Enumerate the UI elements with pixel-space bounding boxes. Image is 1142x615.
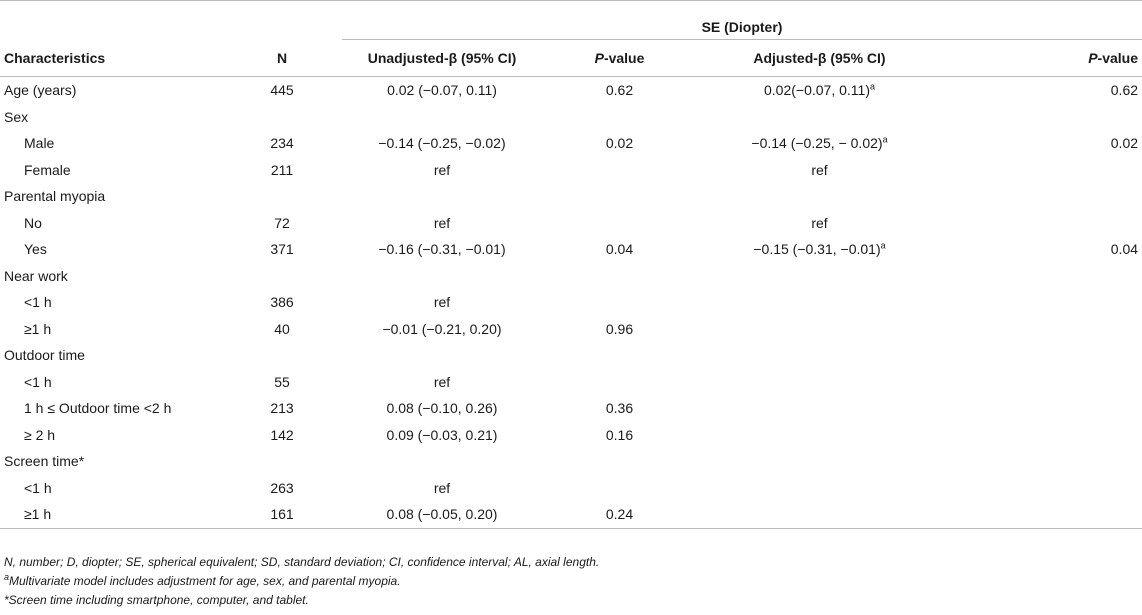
row-p-value-1: 0.62 [605,82,634,99]
row-p-value-2 [942,475,1142,502]
row-unadjusted: ref [433,294,451,311]
row-adjusted [697,342,942,369]
row-p-value-1 [542,475,697,502]
row-adjusted [697,263,942,290]
table-row [0,104,1142,131]
row-p-value-1: 0.04 [605,241,634,258]
row-n: 371 [270,241,294,258]
row-unadjusted: 0.09 (−0.03, 0.21) [386,426,498,443]
row-adjusted [697,157,942,184]
row-p-value-2 [942,210,1142,237]
row-adjusted [697,369,942,396]
row-n: 386 [270,294,294,311]
row-p-value-1: 0.16 [605,426,634,443]
row-unadjusted: ref [433,479,451,496]
row-n: 72 [274,214,290,231]
row-p-value-2 [942,395,1142,422]
row-p-value-1 [542,289,697,316]
row-adjusted [697,77,942,104]
row-n: 445 [270,82,294,99]
table-row [0,157,1142,184]
table-row [0,130,1142,157]
row-adjusted [697,395,942,422]
p-suffix: -value [1097,50,1139,66]
row-p-value-1: 0.96 [605,320,634,337]
row-p-value-1: 0.02 [605,135,634,152]
row-p-value-2: 0.62 [1110,82,1139,99]
row-p-value-2 [942,157,1142,184]
row-p-value-1 [542,104,697,131]
row-adjusted-value: −0.15 (−0.31, −0.01) [753,241,881,258]
row-label: 1 h ≤ Outdoor time <2 h [24,400,172,417]
row-unadjusted: ref [433,214,451,231]
row-unadjusted: 0.02 (−0.07, 0.11) [387,82,497,99]
row-label: ≥ 2 h [24,426,56,443]
row-adjusted-footnote-mark: a [869,81,875,92]
row-adjusted-value: 0.02(−0.07, 0.11) [764,82,870,99]
table-row [0,316,1142,343]
row-p-value-1 [542,157,697,184]
row-label: Near work [4,267,68,284]
row-unadjusted [342,104,542,131]
row-p-value-2 [942,342,1142,369]
row-n [222,342,342,369]
p-italic: P [594,50,604,66]
p-suffix: -value [603,50,645,66]
footnote-star: *Screen time including smartphone, computer, and tablet. [4,593,309,607]
row-p-value-1 [542,263,697,290]
row-unadjusted: ref [433,373,451,390]
row-unadjusted [342,263,542,290]
se-group-header: SE (Diopter) [342,1,1142,40]
row-adjusted [697,289,942,316]
row-unadjusted [342,342,542,369]
row-adjusted [697,183,942,210]
row-unadjusted: 0.08 (−0.05, 0.20) [386,506,498,523]
row-n: 55 [274,373,290,390]
row-label: Male [24,135,55,152]
table-row [0,422,1142,449]
row-label: <1 h [24,479,52,496]
row-p-value-2 [942,183,1142,210]
row-n [222,448,342,475]
footnote-a [4,572,599,591]
col-p-value-2 [942,40,1142,77]
row-n: 40 [274,320,290,337]
col-unadjusted: Unadjusted-β (95% CI) [367,50,517,66]
row-label: ≥1 h [24,320,52,337]
row-label: No [24,214,42,231]
col-p-value-1 [542,40,697,77]
footnote-a-mark: a [4,572,10,582]
table-row [0,475,1142,502]
table-row [0,342,1142,369]
table-row [0,236,1142,263]
row-p-value-2 [942,448,1142,475]
row-adjusted [697,448,942,475]
row-adjusted [697,501,942,528]
row-unadjusted [342,448,542,475]
row-p-value-2 [942,263,1142,290]
group-header-row [0,1,1142,40]
row-adjusted [697,236,942,263]
row-n: 211 [270,161,294,178]
row-label: Parental myopia [4,188,106,205]
row-label: Outdoor time [4,347,85,364]
row-p-value-1 [542,210,697,237]
table-row [0,210,1142,237]
row-n: 142 [270,426,294,443]
column-header-row [0,40,1142,77]
row-adjusted [697,475,942,502]
row-p-value-2: 0.04 [1110,241,1139,258]
row-label: <1 h [24,294,52,311]
table-row [0,263,1142,290]
footnote-abbreviations: N, number; D, diopter; SE, spherical equivalent; SD, standard deviation; CI, confidence interval; AL, axial length. [4,555,600,569]
footnote-a-text: Multivariate model includes adjustment for age, sex, and parental myopia. [9,574,401,588]
table-row [0,448,1142,475]
row-p-value-2 [942,104,1142,131]
row-p-value-2 [942,316,1142,343]
row-p-value-2 [942,501,1142,528]
row-n: 213 [270,400,294,417]
row-adjusted-footnote-mark: a [880,240,886,251]
row-label: ≥1 h [24,506,52,523]
row-unadjusted: ref [433,161,451,178]
table-row [0,369,1142,396]
p-italic: P [1088,50,1098,66]
row-adjusted-value: ref [811,161,828,178]
row-unadjusted: 0.08 (−0.10, 0.26) [386,400,498,417]
footnotes [4,553,599,610]
row-adjusted-value: −0.14 (−0.25, − 0.02) [751,135,883,152]
table-row [0,77,1142,104]
row-n [222,183,342,210]
row-n: 234 [270,135,294,152]
row-p-value-1: 0.36 [605,400,634,417]
row-label: Yes [24,241,47,258]
row-adjusted [697,316,942,343]
row-p-value-1 [542,448,697,475]
row-unadjusted: −0.14 (−0.25, −0.02) [378,135,506,152]
row-p-value-2 [942,422,1142,449]
row-adjusted-footnote-mark: a [882,134,888,145]
row-p-value-2: 0.02 [1110,135,1139,152]
row-label: Screen time* [4,453,85,470]
row-unadjusted [342,183,542,210]
row-n: 263 [270,479,294,496]
row-unadjusted: −0.16 (−0.31, −0.01) [378,241,506,258]
row-p-value-1 [542,342,697,369]
row-p-value-2 [942,369,1142,396]
row-label: Sex [4,108,29,125]
table-row [0,289,1142,316]
row-adjusted [697,422,942,449]
row-n [222,263,342,290]
row-unadjusted: −0.01 (−0.21, 0.20) [382,320,502,337]
row-label: <1 h [24,373,52,390]
row-adjusted [697,130,942,157]
col-characteristics: Characteristics [4,49,106,66]
col-adjusted: Adjusted-β (95% CI) [753,50,886,66]
row-p-value-1 [542,369,697,396]
table-row [0,183,1142,210]
row-adjusted [697,210,942,237]
row-n: 161 [270,506,294,523]
row-p-value-1 [542,183,697,210]
row-label: Female [24,161,71,178]
table-row [0,501,1142,528]
row-p-value-1: 0.24 [605,506,634,523]
table-row [0,395,1142,422]
row-adjusted [697,104,942,131]
row-p-value-2 [942,289,1142,316]
row-adjusted-value: ref [811,214,828,231]
row-label: Age (years) [4,82,77,99]
row-n [222,104,342,131]
col-n: N [276,49,288,66]
